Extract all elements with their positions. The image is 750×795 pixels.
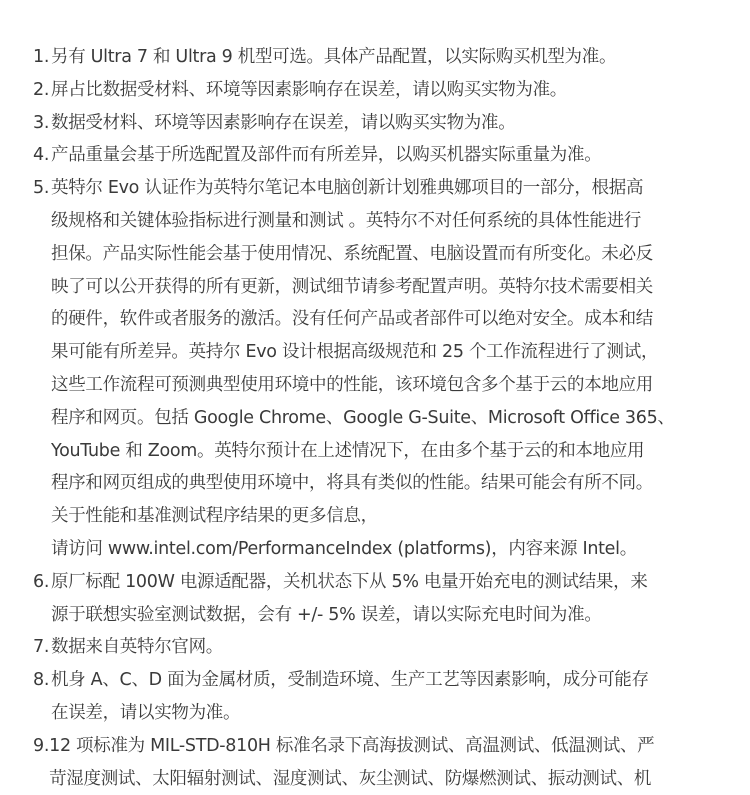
footnote-7 <box>33 631 733 664</box>
footnote-text: 这些工作流程可预测典型使用环境中的性能，该环境包含多个基于云的本地应用 <box>51 374 653 395</box>
footnote-number: 9. <box>33 735 50 756</box>
footnote-1 <box>33 41 733 74</box>
footnote-text: 屏占比数据受材料、环境等因素影响存在误差，请以购买实物为准。 <box>51 79 567 100</box>
footnote-9 <box>33 730 733 795</box>
footnote-text: 关于性能和基准测试程序结果的更多信息， <box>51 506 378 527</box>
footnote-text: 在误差，请以实物为准。 <box>51 702 241 723</box>
footnote-text: 担保。产品实际性能会基于使用情况、系统配置、电脑设置而有所变化。未必反 <box>51 243 653 264</box>
footnotes-list <box>33 41 733 795</box>
footnote-8 <box>33 664 733 730</box>
footnote-number: 4. <box>33 145 50 166</box>
footnote-text: 产品重量会基于所选配置及部件而有所差异，以购买机器实际重量为准。 <box>51 145 602 166</box>
footnote-text: 原厂标配 100W 电源适配器，关机状态下从 5% 电量开始充电的测试结果，来 <box>51 571 648 592</box>
footnote-text: 英特尔 Evo 认证作为英特尔笔记本电脑创新计划雅典娜项目的一部分，根据高 <box>51 178 644 199</box>
footnote-text: YouTube 和 Zoom。英特尔预计在上述情况下，在由多个基于云的和本地应用 <box>51 440 645 461</box>
footnote-link-text: 请访问 www.intel.com/PerformanceIndex (platforms)，内容来源 Intel。 <box>51 538 637 559</box>
footnote-text: 苛湿度测试、太阳辐射测试、湿度测试、灰尘测试、防爆燃测试、振动测试、机 <box>49 768 652 789</box>
footnote-number: 3. <box>33 112 50 133</box>
footnote-text: 数据受材料、环境等因素影响存在误差，请以购买实物为准。 <box>51 112 516 133</box>
footnote-text: 源于联想实验室测试数据，会有 +/- 5% 误差，请以实际充电时间为准。 <box>51 604 602 625</box>
footnote-number: 7. <box>33 637 50 658</box>
footnote-text: 数据来自英特尔官网。 <box>51 637 223 658</box>
footnote-6 <box>33 566 733 632</box>
footnote-number: 2. <box>33 79 50 100</box>
footnote-number: 8. <box>33 670 50 691</box>
footnote-5 <box>33 172 733 566</box>
footnote-text: 机身 A、C、D 面为金属材质，受制造环境、生产工艺等因素影响，成分可能存 <box>51 670 649 691</box>
footnote-number: 6. <box>33 571 50 592</box>
footnote-text: 果可能有所差异。英持尔 Evo 设计根据高级规范和 25 个工作流程进行了测试， <box>51 342 659 363</box>
footnote-4 <box>33 139 733 172</box>
footnote-text: 级规格和关键体验指标进行测量和测试 。英特尔不对任何系统的具体性能进行 <box>51 210 642 231</box>
footnote-text: 另有 Ultra 7 和 Ultra 9 机型可选。具体产品配置，以实际购买机型为准。 <box>51 47 617 67</box>
footnote-text: 的硬件，软件或者服务的激活。没有任何产品或者部件可以绝对安全。成本和结 <box>51 309 653 330</box>
footnote-text: 程序和网页。包括 Google Chrome、Google G-Suite、Microsoft Office 365、 <box>51 407 675 428</box>
footnote-2 <box>33 74 733 107</box>
footnote-3 <box>33 107 733 140</box>
footnote-number: 5. <box>33 178 50 199</box>
footnote-text: 程序和网页组成的典型使用环境中，将具有类似的性能。结果可能会有所不同。 <box>51 473 653 494</box>
footnote-number: 1. <box>33 47 50 67</box>
footnote-text: 12 项标准为 MIL-STD-810H 标准名录下高海拔测试、高温测试、低温测试、严 <box>49 735 655 756</box>
footnote-text: 映了可以公开获得的所有更新，测试细节请参考配置声明。英特尔技术需要相关 <box>51 276 653 297</box>
